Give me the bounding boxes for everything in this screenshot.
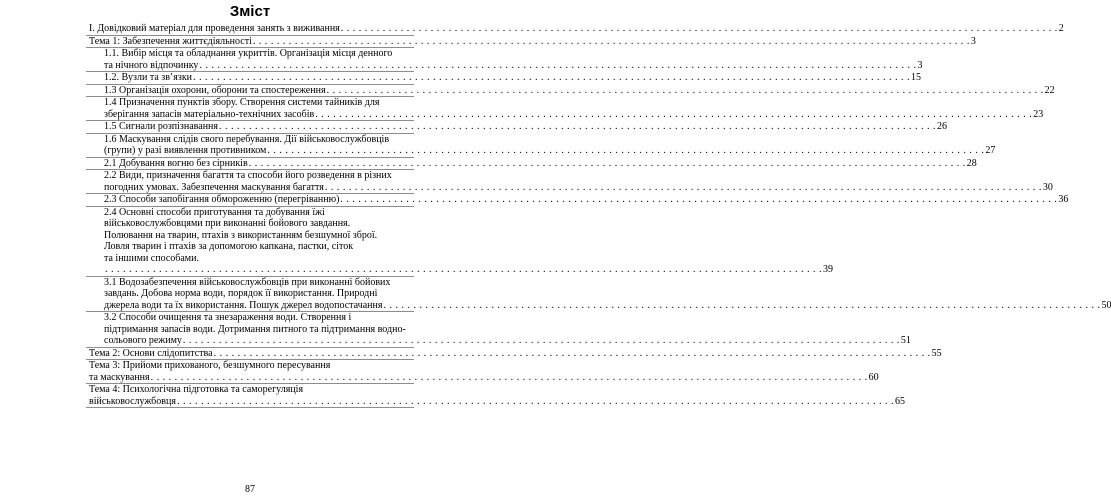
toc-entry-last-line bbox=[104, 72, 922, 84]
toc-page-number: 50 bbox=[1101, 299, 1111, 311]
toc-entry bbox=[86, 384, 905, 408]
toc-entry-title: 2.1 Добування вогню без сірників bbox=[104, 157, 248, 169]
toc-page-number: 22 bbox=[1044, 84, 1055, 96]
dot-leader: . . . . . . . . . . . . . . . . . . . . . . . . . . . . . . . . . . . . . . . . . . . . . . . . . . . . . . . . . . . . . . . . . . . . . . . . . . . . . . . . . . . . . . . . . . . . . . . . . . . . . . . . . . . . . . . . . . . . . . . . bbox=[219, 121, 936, 132]
toc-entry-line: завдань. Добова норма води, порядок її використання. Природні bbox=[104, 288, 378, 299]
toc-page-number: 26 bbox=[937, 121, 947, 132]
toc-entry-last-line bbox=[89, 371, 879, 384]
toc-entry-last-line bbox=[104, 335, 911, 347]
toc-page-number: 3 bbox=[917, 59, 923, 71]
toc-page-number: 55 bbox=[931, 347, 942, 359]
toc-entry-title: Тема 2: Основи слідопитства bbox=[89, 347, 213, 359]
toc-entry bbox=[86, 84, 1055, 98]
dot-leader: . . . . . . . . . . . . . . . . . . . . . . . . . . . . . . . . . . . . . . . . . . . . . . . . . . . . . . . . . . . . . . . . . . . . . . . . . . . . . . . . . . . . . . . . . . . . . . . . . . . . . . . . . . . . . . . . . . . . . . . . bbox=[326, 84, 1044, 96]
toc-entry bbox=[86, 276, 1111, 313]
toc-entry-title: та маскування bbox=[89, 371, 150, 383]
toc-entry-title: погодних умовах. Забезпечення маскування багаття bbox=[104, 181, 324, 193]
toc-entry bbox=[86, 194, 1069, 207]
toc-entry-last-line bbox=[104, 194, 1069, 206]
toc-entry-last-line bbox=[104, 264, 833, 276]
toc-entry bbox=[86, 170, 1053, 194]
toc-page-number: 65 bbox=[894, 395, 905, 407]
toc-entry bbox=[86, 312, 911, 348]
dot-leader: . . . . . . . . . . . . . . . . . . . . . . . . . . . . . . . . . . . . . . . . . . . . . . . . . . . . . . . . . . . . . . . . . . . . . . . . . . . . . . . . . . . . . . . . . . . . . . . . . . . . . . . . . . . . . . . . . . . . . . . . bbox=[213, 347, 931, 359]
dot-leader: . . . . . . . . . . . . . . . . . . . . . . . . . . . . . . . . . . . . . . . . . . . . . . . . . . . . . . . . . . . . . . . . . . . . . . . . . . . . . . . . . . . . . . . . . . . . . . . . . . . . . . . . . . . . . . . . . . . . . . . . bbox=[176, 395, 894, 407]
toc-entry bbox=[86, 72, 922, 85]
toc-page-number: 2 bbox=[1058, 23, 1064, 34]
toc-page-number: 30 bbox=[1042, 181, 1053, 193]
dot-leader: . . . . . . . . . . . . . . . . . . . . . . . . . . . . . . . . . . . . . . . . . . . . . . . . . . . . . . . . . . . . . . . . . . . . . . . . . . . . . . . . . . . . . . . . . . . . . . . . . . . . . . . . . . . . . . . . . . . . . . . . bbox=[252, 35, 970, 47]
toc-entry-last-line bbox=[104, 181, 1053, 194]
toc-entry bbox=[86, 360, 879, 384]
toc-page-number: 51 bbox=[900, 335, 911, 346]
table-of-contents bbox=[86, 23, 1111, 408]
toc-entry-title: військовослужбовця bbox=[89, 395, 176, 407]
toc-page-number: 36 bbox=[1058, 194, 1069, 205]
toc-entry-last-line bbox=[104, 84, 1055, 97]
toc-entry-last-line bbox=[89, 347, 942, 360]
toc-page-number: 28 bbox=[966, 157, 977, 169]
toc-entry-last-line bbox=[104, 59, 923, 72]
toc-entry-last-line bbox=[104, 299, 1111, 312]
toc-entry-title: 2.3 Способи запобігання обмороженню (перегріванню) bbox=[104, 194, 340, 205]
toc-entry-line: 1.4 Призначення пунктів збору. Створення системи тайників для bbox=[104, 97, 380, 108]
toc-page-number: 39 bbox=[823, 264, 833, 275]
toc-entry-title: зберігання запасів матеріально-технічних засобів bbox=[104, 108, 315, 120]
toc-entry-title: (групи) у разі виявлення противником bbox=[104, 145, 267, 156]
toc-entry-line: підтримання запасів води. Дотримання питного та підтримання водно- bbox=[104, 323, 406, 335]
toc-entry-line: Полювання на тварин, птахів з використанням безшумної зброї. bbox=[104, 229, 378, 241]
toc-entry-line: 3.1 Водозабезпечення військовослужбовців при виконанні бойових bbox=[104, 276, 391, 288]
toc-entry-title: Тема 1: Забезпечення життєдіяльності bbox=[89, 35, 252, 47]
toc-entry-line: військовослужбовцями при виконанні бойового завдання. bbox=[104, 218, 351, 229]
toc-entry-line: 3.2 Способи очищення та знезараження води. Створення і bbox=[104, 312, 352, 323]
toc-page-number: 15 bbox=[911, 72, 922, 83]
dot-leader: . . . . . . . . . . . . . . . . . . . . . . . . . . . . . . . . . . . . . . . . . . . . . . . . . . . . . . . . . . . . . . . . . . . . . . . . . . . . . . . . . . . . . . . . . . . . . . . . . . . . . . . . . . . . . . . . . . . . . . . . bbox=[248, 157, 966, 169]
dot-leader: . . . . . . . . . . . . . . . . . . . . . . . . . . . . . . . . . . . . . . . . . . . . . . . . . . . . . . . . . . . . . . . . . . . . . . . . . . . . . . . . . . . . . . . . . . . . . . . . . . . . . . . . . . . . . . . . . . . . . . . . bbox=[340, 23, 1058, 34]
toc-entry-line: Тема 4: Психологічна підготовка та саморегуляція bbox=[89, 384, 304, 395]
toc-entry-line: 2.2 Види, призначення багаття та способи його розведення в різних bbox=[104, 170, 392, 181]
toc-entry bbox=[86, 133, 996, 158]
toc-entry-last-line bbox=[89, 395, 905, 408]
toc-entry-line: 2.4 Основні способи приготування та добування їжі bbox=[104, 206, 325, 218]
toc-entry-last-line bbox=[104, 108, 1044, 121]
toc-entry-title: І. Довідковий матеріал для проведення занять з виживання bbox=[89, 23, 340, 34]
toc-page-number: 23 bbox=[1033, 108, 1044, 120]
dot-leader: . . . . . . . . . . . . . . . . . . . . . . . . . . . . . . . . . . . . . . . . . . . . . . . . . . . . . . . . . . . . . . . . . . . . . . . . . . . . . . . . . . . . . . . . . . . . . . . . . . . . . . . . . . . . . . . . . . . . . . . . bbox=[193, 72, 911, 83]
dot-leader: . . . . . . . . . . . . . . . . . . . . . . . . . . . . . . . . . . . . . . . . . . . . . . . . . . . . . . . . . . . . . . . . . . . . . . . . . . . . . . . . . . . . . . . . . . . . . . . . . . . . . . . . . . . . . . . . . . . . . . . . bbox=[199, 59, 917, 71]
toc-entry bbox=[86, 157, 977, 171]
toc-entry-title: сольового режиму bbox=[104, 335, 182, 346]
dot-leader: . . . . . . . . . . . . . . . . . . . . . . . . . . . . . . . . . . . . . . . . . . . . . . . . . . . . . . . . . . . . . . . . . . . . . . . . . . . . . . . . . . . . . . . . . . . . . . . . . . . . . . . . . . . . . . . . . . . . . . . . bbox=[340, 194, 1058, 205]
toc-page-number: 27 bbox=[985, 145, 996, 156]
toc-entry-title: 1.2. Вузли та зв’язки bbox=[104, 72, 193, 83]
dot-leader: . . . . . . . . . . . . . . . . . . . . . . . . . . . . . . . . . . . . . . . . . . . . . . . . . . . . . . . . . . . . . . . . . . . . . . . . . . . . . . . . . . . . . . . . . . . . . . . . . . . . . . . . . . . . . . . . . . . . . . . . bbox=[150, 371, 868, 383]
dot-leader: . . . . . . . . . . . . . . . . . . . . . . . . . . . . . . . . . . . . . . . . . . . . . . . . . . . . . . . . . . . . . . . . . . . . . . . . . . . . . . . . . . . . . . . . . . . . . . . . . . . . . . . . . . . . . . . . . . . . . . . . bbox=[324, 181, 1042, 193]
toc-entry bbox=[86, 97, 1044, 121]
dot-leader: . . . . . . . . . . . . . . . . . . . . . . . . . . . . . . . . . . . . . . . . . . . . . . . . . . . . . . . . . . . . . . . . . . . . . . . . . . . . . . . . . . . . . . . . . . . . . . . . . . . . . . . . . . . . . . . . . . . . . . . . bbox=[315, 108, 1033, 120]
toc-entry-last-line bbox=[104, 121, 947, 133]
dot-leader: . . . . . . . . . . . . . . . . . . . . . . . . . . . . . . . . . . . . . . . . . . . . . . . . . . . . . . . . . . . . . . . . . . . . . . . . . . . . . . . . . . . . . . . . . . . . . . . . . . . . . . . . . . . . . . . . . . . . . . . . bbox=[105, 264, 822, 275]
toc-entry bbox=[86, 23, 1064, 36]
toc-entry bbox=[86, 347, 942, 361]
toc-entry-line: 1.6 Маскування слідів свого перебування. Дії військовослужбовців bbox=[104, 133, 390, 145]
toc-entry-line: Ловля тварин і птахів за допомогою капкана, пастки, сіток bbox=[104, 241, 354, 252]
page-title: Зміст bbox=[229, 3, 271, 20]
toc-entry-title: 1.5 Сигнали розпізнавання bbox=[104, 121, 218, 132]
dot-leader: . . . . . . . . . . . . . . . . . . . . . . . . . . . . . . . . . . . . . . . . . . . . . . . . . . . . . . . . . . . . . . . . . . . . . . . . . . . . . . . . . . . . . . . . . . . . . . . . . . . . . . . . . . . . . . . . . . . . . . . . bbox=[267, 145, 985, 156]
dot-leader: . . . . . . . . . . . . . . . . . . . . . . . . . . . . . . . . . . . . . . . . . . . . . . . . . . . . . . . . . . . . . . . . . . . . . . . . . . . . . . . . . . . . . . . . . . . . . . . . . . . . . . . . . . . . . . . . . . . . . . . . bbox=[182, 335, 900, 346]
toc-page-number: 3 bbox=[970, 35, 976, 47]
toc-entry bbox=[86, 35, 976, 49]
toc-entry bbox=[86, 48, 923, 72]
toc-page-number: 60 bbox=[868, 371, 879, 383]
toc-entry-title: 1.3 Організація охорони, оборони та спостереження bbox=[104, 84, 326, 96]
toc-entry-line: Тема 3: Прийоми прихованого, безшумного пересування bbox=[89, 360, 331, 371]
page-number: 87 bbox=[245, 484, 255, 495]
toc-entry-last-line bbox=[104, 157, 977, 170]
dot-leader: . . . . . . . . . . . . . . . . . . . . . . . . . . . . . . . . . . . . . . . . . . . . . . . . . . . . . . . . . . . . . . . . . . . . . . . . . . . . . . . . . . . . . . . . . . . . . . . . . . . . . . . . . . . . . . . . . . . . . . . . bbox=[383, 299, 1101, 311]
toc-entry bbox=[86, 121, 947, 134]
toc-entry-line: та іншими способами. bbox=[104, 252, 199, 264]
toc-entry-title: та нічного відпочинку bbox=[104, 59, 199, 71]
toc-entry bbox=[86, 206, 833, 277]
toc-entry-last-line bbox=[89, 23, 1064, 35]
toc-entry-line: 1.1. Вибір місця та обладнання укриттів. Організація місця денного bbox=[104, 48, 393, 59]
toc-entry-last-line bbox=[104, 145, 996, 157]
toc-entry-title: джерела води та їх використання. Пошук джерел водопостачання bbox=[104, 299, 383, 311]
toc-entry-last-line bbox=[89, 35, 976, 48]
